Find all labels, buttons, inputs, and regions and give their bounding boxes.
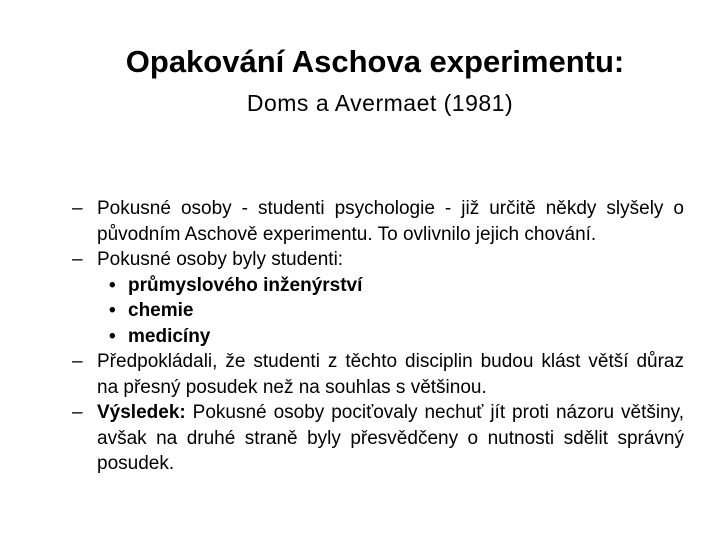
dash-marker: – [72,351,83,372]
bullet-marker: • [109,325,116,347]
result-label: Výsledek: [97,402,186,423]
list-item [72,247,684,273]
list-item-text: Pokusné osoby pociťovaly nechuť jít proti názoru většiny, avšak na druhé straně byly přesvědčeny o nutnosti sdělit správný posudek. [97,402,684,474]
list-item [72,400,684,477]
slide-subtitle: Doms a Avermaet (1981) [246,90,514,116]
slide-title: Opakování Aschova experimentu: [125,44,625,79]
list-item-text: Pokusné osoby - studenti psychologie - již určitě někdy slyšely o původním Aschově experimentu. To ovlivnilo jejich chování. [97,198,684,245]
sub-list-item [72,298,684,324]
bullet-list [72,196,684,477]
dash-marker: – [72,198,83,219]
list-item-text: Pokusné osoby byly studenti: [97,249,344,270]
bullet-marker: • [109,274,116,296]
list-item-text: Předpokládali, že studenti z těchto disciplin budou klást větší důraz na přesný posudek než na souhlas s většinou. [97,351,684,398]
bullet-marker: • [109,300,116,321]
dash-marker: – [72,249,83,270]
list-item [72,349,684,400]
sub-list-item [72,273,684,299]
sub-list-item-text: průmyslového inženýrství [128,274,363,296]
sub-list-item-text: chemie [128,300,194,321]
dash-marker: – [72,402,83,423]
sub-list-item [72,324,684,350]
sub-list-item-text: medicíny [128,325,211,347]
list-item [72,196,684,247]
